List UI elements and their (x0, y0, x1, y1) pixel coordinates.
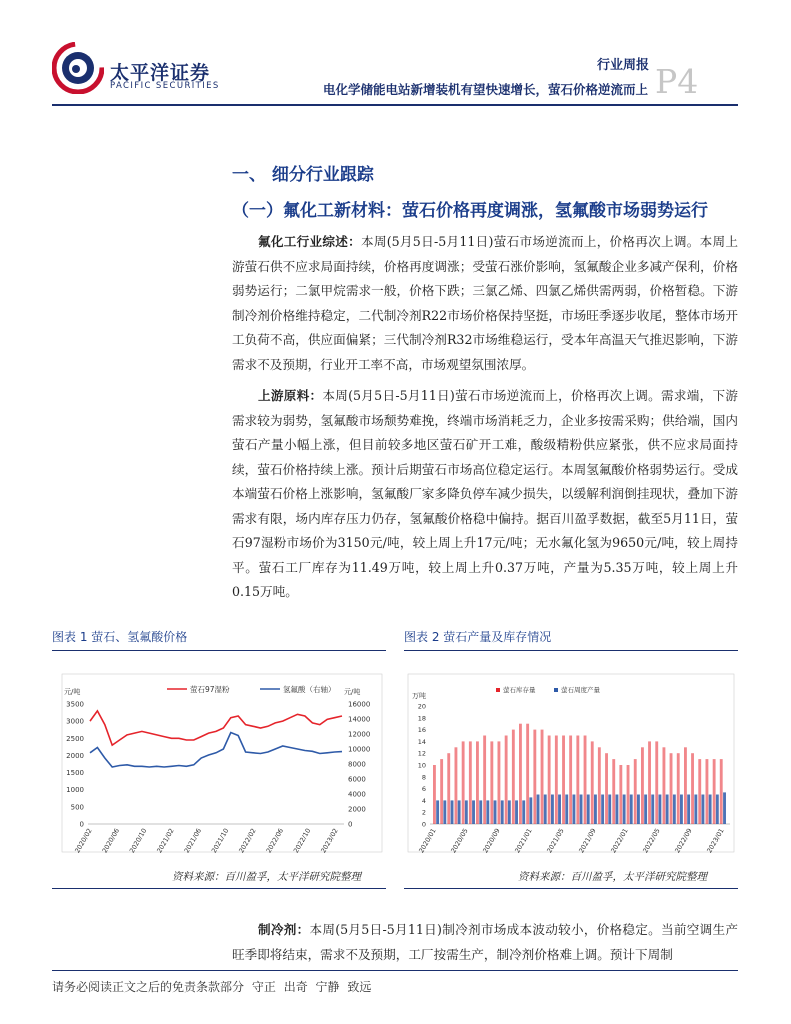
footer-motto: 致远 (347, 980, 372, 994)
bar-inventory (447, 753, 450, 824)
bar-output (537, 795, 540, 825)
y-tick-left: 0 (79, 820, 84, 829)
header-divider (52, 104, 738, 106)
x-tick: 2022/09 (673, 827, 694, 855)
chart2-legend (496, 685, 601, 694)
figure2-bottom-rule (404, 888, 738, 889)
bar-inventory (627, 765, 630, 824)
y-tick-right: 6000 (348, 775, 366, 784)
x-tick: 2021/01 (513, 827, 534, 855)
paragraph-lead: 氟化工行业综述： (258, 234, 361, 249)
x-tick: 2021/05 (545, 827, 566, 855)
y-tick-right: 14000 (348, 715, 371, 724)
bar-output (529, 797, 532, 824)
bar-inventory (641, 747, 644, 824)
bar-inventory (698, 759, 701, 824)
y-tick: 20 (417, 702, 426, 711)
x-tick: 2020/02 (73, 827, 94, 855)
bar-inventory (655, 741, 658, 824)
paragraph-lead: 制冷剂： (258, 922, 310, 937)
paragraph-lead: 上游原料： (258, 388, 323, 403)
bar-inventory (605, 753, 608, 824)
bar-inventory (433, 765, 436, 824)
bar-inventory (440, 759, 443, 824)
footer-disclaimer: 请务必阅读正文之后的免责条款部分 (52, 980, 245, 994)
x-tick: 2020/06 (100, 827, 122, 855)
bar-output (544, 795, 547, 825)
y-tick-right: 10000 (348, 745, 371, 754)
bar-output (666, 795, 669, 825)
bar-inventory (469, 741, 472, 824)
bar-output (623, 795, 626, 825)
bar-output (630, 795, 633, 825)
bar-output (680, 795, 683, 825)
bar-output (723, 792, 726, 824)
bar-output (443, 800, 446, 824)
bar-inventory (612, 759, 615, 824)
y-tick: 4 (421, 796, 426, 805)
bar-output (608, 795, 611, 825)
bar-inventory (584, 736, 587, 825)
x-tick: 2021/10 (209, 827, 231, 855)
y-tick: 14 (417, 737, 426, 746)
chart2-unit: 万吨 (412, 692, 426, 700)
bar-output (659, 795, 662, 825)
bar-output (458, 800, 461, 824)
bar-inventory (533, 730, 536, 824)
y-tick-right: 16000 (348, 700, 371, 709)
figure2-caption: 图表 2 萤石产量及库存情况 (404, 630, 552, 644)
bar-inventory (569, 736, 572, 825)
bar-inventory (483, 736, 486, 825)
y-tick-left: 500 (70, 803, 84, 812)
bar-inventory (526, 724, 529, 824)
paragraph-refrigerant (232, 918, 738, 967)
y-tick-right: 0 (348, 820, 353, 829)
chart1-left-unit: 元/吨 (64, 688, 81, 696)
page-number: P4 (655, 62, 699, 101)
legend-fluorite: 萤石97湿粉 (190, 685, 230, 694)
bar-output (637, 795, 640, 825)
bar-inventory (505, 736, 508, 825)
chart-fluorite-hf-price (52, 662, 386, 862)
bar-output (644, 795, 647, 825)
paragraph-text: 本周(5月5日-5月11日)萤石市场逆流而上，价格再次上调。需求端，下游需求较为弱势，氢氟酸市场颓势难挽，终端市场消耗乏力，企业多按需采购；供给端，国内萤石产量小幅上涨，但目前较多地区萤石矿开工难，酸级精粉供应紧张，供不应求局面持续，萤石价格持续上涨。预计后期萤石市场高位稳定运行。本周氢氟酸价格弱势运行。受成本端萤石价格上涨影响，氢氟酸厂家多降负停车减少损失，以缓解利润倒挂现状，叠加下游需求有限，场内库存压力仍存，氢氟酸价格稳中偏持。据百川盈孚数据，截至5月11日，萤石97湿粉市场价为3150元/吨，较上周上升17元/吨；无水氟化氢为9650元/吨，较上周持平。萤石工厂库存为11.49万吨，较上周上升0.37万吨，产量为5.35万吨，较上周上升0.15万吨。 (232, 388, 738, 599)
figure2-source: 资料来源：百川盈孚，太平洋研究院整理 (518, 871, 707, 883)
figure2-top-rule (404, 650, 738, 651)
y-tick: 16 (417, 726, 426, 735)
figure1-top-rule (52, 650, 386, 651)
logo-text-cn: 太平洋证券 (110, 62, 211, 84)
bar-output (573, 795, 576, 825)
y-tick-right: 2000 (348, 805, 366, 814)
figure1-bottom-rule (52, 888, 386, 889)
y-tick: 0 (421, 820, 426, 829)
bar-output (465, 800, 468, 824)
bar-inventory (684, 747, 687, 824)
x-tick: 2022/05 (641, 827, 662, 855)
bar-inventory (519, 724, 522, 824)
bar-inventory (476, 741, 479, 824)
bar-output (508, 800, 511, 824)
y-tick: 2 (421, 808, 426, 817)
x-tick: 2021/09 (577, 827, 598, 855)
bar-output (436, 800, 439, 824)
y-tick: 10 (417, 761, 426, 770)
x-tick: 2022/06 (264, 827, 286, 855)
y-tick-left: 1000 (66, 786, 84, 795)
y-tick-left: 3500 (66, 700, 84, 709)
bar-output (494, 800, 497, 824)
bar-output (451, 800, 454, 824)
y-tick-right: 12000 (348, 730, 371, 739)
bar-inventory (512, 730, 515, 824)
bar-inventory (634, 759, 637, 824)
bar-output (501, 800, 504, 824)
bar-inventory (576, 736, 579, 825)
paragraph-text: 本周(5月5日-5月11日)制冷剂市场成本波动较小，价格稳定。当前空调生产旺季即将结束，需求不及预期，工厂按需生产，制冷剂价格难上调。预计下周制 (232, 922, 738, 962)
x-tick: 2020/05 (449, 827, 470, 855)
bar-output (709, 795, 712, 825)
x-tick: 2022/02 (237, 827, 258, 855)
bar-inventory (548, 736, 551, 825)
logo-icon (52, 42, 104, 94)
bar-inventory (648, 741, 651, 824)
x-tick: 2023/01 (705, 827, 726, 855)
bar-inventory (713, 759, 716, 824)
bar-output (601, 795, 604, 825)
chart1-right-unit: 元/吨 (344, 688, 361, 696)
bar-output (472, 800, 475, 824)
bar-output (616, 795, 619, 825)
bar-inventory (490, 741, 493, 824)
x-tick: 2021/06 (182, 827, 204, 855)
bar-inventory (541, 730, 544, 824)
bar-output (486, 800, 489, 824)
x-tick: 2020/01 (417, 827, 438, 855)
bar-inventory (498, 741, 501, 824)
y-tick-left: 1500 (66, 769, 84, 778)
figure1-source: 资料来源：百川盈孚，太平洋研究院整理 (172, 871, 361, 883)
bar-output (673, 795, 676, 825)
bar-inventory (691, 753, 694, 824)
bar-inventory (455, 747, 458, 824)
logo-text-en: PACIFIC SECURITIES (110, 81, 220, 91)
y-tick-right: 8000 (348, 760, 366, 769)
paragraph-text: 本周(5月5日-5月11日)萤石市场逆流而上，价格再次上调。本周上游萤石供不应求局面持续，价格再度调涨；受萤石涨价影响，氢氟酸企业多减产保利，价格弱势运行；二氯甲烷需求一般，价格下跌；三氯乙烯、四氯乙烯供需两弱，价格暂稳。下游制冷剂价格维持稳定，二代制冷剂R22市场价格保持坚挺，市场旺季逐步收尾，整体市场开工负荷不高，供应面偏紧；三代制冷剂R32市场维稳运行，受本年高温天气推迟影响，下游需求不及预期，行业开工率不高，市场观望氛围浓厚。 (232, 234, 738, 372)
legend-hf: 氢氟酸（右轴） (283, 685, 336, 694)
bar-output (716, 795, 719, 825)
footer-motto: 宁静 (315, 980, 340, 994)
bar-output (580, 795, 583, 825)
bar-inventory (462, 741, 465, 824)
legend-inventory: 萤石库存量 (503, 686, 536, 694)
footer-divider (52, 970, 738, 971)
bar-inventory (677, 753, 680, 824)
bar-output (694, 795, 697, 825)
report-type-tag: 行业周报 (596, 58, 649, 73)
x-tick: 2022/10 (291, 827, 313, 855)
figure1-caption: 图表 1 萤石、氢氟酸价格 (52, 630, 188, 644)
y-tick-right: 4000 (348, 790, 366, 799)
bar-inventory (706, 759, 709, 824)
x-tick: 2022/01 (609, 827, 630, 855)
y-tick: 18 (417, 714, 426, 723)
bar-output (558, 795, 561, 825)
bar-output (551, 795, 554, 825)
x-tick: 2020/10 (127, 827, 149, 855)
bar-inventory (670, 753, 673, 824)
bar-output (594, 795, 597, 825)
x-tick: 2020/09 (481, 827, 502, 855)
bar-output (515, 800, 518, 824)
series-line (90, 711, 342, 745)
bar-inventory (619, 765, 622, 824)
paragraph-upstream (232, 384, 738, 605)
y-tick-left: 2000 (66, 751, 84, 760)
bar-output (565, 795, 568, 825)
bar-output (702, 795, 705, 825)
bar-inventory (663, 747, 666, 824)
y-tick-left: 2500 (66, 734, 84, 743)
bar-inventory (598, 747, 601, 824)
footer-motto: 守正 (251, 980, 276, 994)
chart1-legend (167, 684, 336, 694)
legend-output: 萤石周度产量 (561, 686, 600, 694)
bar-output (687, 795, 690, 825)
series-line (90, 733, 342, 768)
section-heading: 一、 细分行业跟踪 (232, 165, 374, 185)
bar-inventory (591, 741, 594, 824)
footer-motto: 出奇 (283, 980, 308, 994)
report-title: 电化学储能电站新增装机有望快速增长，萤石价格逆流而上 (322, 82, 648, 97)
paragraph-overview (232, 230, 738, 377)
bar-output (651, 795, 654, 825)
y-tick: 12 (417, 749, 426, 758)
chart-fluorite-output-inventory (404, 662, 738, 862)
bar-output (479, 800, 482, 824)
y-tick-left: 3000 (66, 717, 84, 726)
y-tick: 8 (421, 773, 426, 782)
x-tick: 2023/02 (319, 827, 340, 855)
subsection-heading: （一）氟化工新材料：萤石价格再度调涨，氢氟酸市场弱势运行 (232, 201, 708, 221)
bar-inventory (562, 736, 565, 825)
bar-inventory (555, 736, 558, 825)
x-tick: 2021/02 (155, 827, 176, 855)
footer (52, 978, 371, 995)
bar-output (587, 795, 590, 825)
bar-output (522, 800, 525, 824)
y-tick: 6 (421, 785, 426, 794)
bar-inventory (720, 759, 723, 824)
